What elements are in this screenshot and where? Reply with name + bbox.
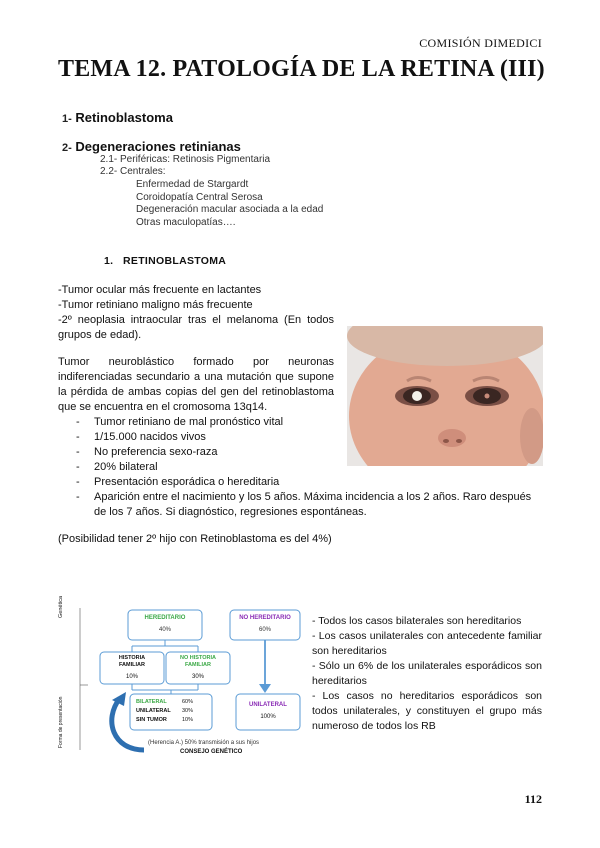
child-photo [347, 326, 543, 466]
toc-item-1-num: 1- [62, 113, 72, 125]
box-no-hereditario-pct: 60% [258, 627, 271, 633]
box-historia-pct: 10% [125, 674, 138, 680]
intro-line-long: -2º neoplasia intraocular tras el melanoma (En todos grupos de edad). [58, 314, 334, 341]
box-no-historia-label: NO HISTORIA FAMILIAR [180, 655, 216, 668]
note-item: - Sólo un 6% de los unilaterales esporádicos son hereditarios [312, 660, 542, 687]
note-item: - Los casos unilaterales con antecedente familiar son hereditarios [312, 630, 542, 657]
toc-item-2 [62, 139, 241, 154]
toc-central-item: Coroidopatía Central Serosa [136, 191, 263, 203]
box-historia-label: HISTORIA FAMILIAR [118, 655, 146, 668]
box-no-historia-pct: 30% [191, 674, 204, 680]
note-item: - Los casos no hereditarios esporádicos son todos unilaterales, y constituyen el grupo más numeroso de todos los RB [312, 690, 542, 732]
box-hereditario-label: HEREDITARIO [144, 615, 186, 621]
side-label-forma: Forma de presentación [58, 696, 64, 748]
toc-central-item: Otras maculopatías…. [136, 216, 236, 228]
box-unilateral-label: UNILATERAL [249, 702, 287, 708]
herencia-text: (Herencia A.) 50% transmisión a sus hijos [148, 740, 260, 746]
unilateral-sub-pct: 30% [182, 708, 194, 714]
bilateral-label: BILATERAL [136, 699, 167, 705]
intro-block [58, 283, 334, 313]
list-item: - 20% bilateral [58, 460, 544, 475]
list-item: - Presentación esporádica o hereditaria [58, 475, 544, 490]
side-label-genetica: Genética [58, 595, 64, 618]
description-paragraph: Tumor neuroblástico formado por neuronas indiferenciadas secundario a una mutación que supone la pérdida de ambas copias del gen del retinoblastoma que se encuentra en el cromosoma 13q14. [58, 356, 334, 413]
sin-tumor-pct: 10% [182, 717, 194, 723]
toc-item-1 [62, 110, 173, 125]
note-item: - Todos los casos bilaterales son hereditarios [312, 615, 522, 627]
list-item: - No preferencia sexo-raza [58, 445, 544, 460]
unilateral-sub-label: UNILATERAL [136, 708, 171, 714]
toc-central-item: Degeneración macular asociada a la edad [136, 204, 324, 215]
intro-line: -Tumor ocular más frecuente en lactantes [58, 284, 262, 296]
list-item: - 1/15.000 nacidos vivos [58, 430, 544, 445]
section-number: 1. [104, 255, 114, 267]
page-number: 112 [524, 792, 542, 806]
possibility-note: (Posibilidad tener 2º hijo con Retinoblastoma es del 4%) [58, 533, 332, 545]
header-commission: COMISIÓN DIMEDICI [419, 36, 542, 50]
toc-item-2-num: 2- [62, 142, 72, 154]
section-title: RETINOBLASTOMA [123, 255, 227, 267]
section-heading [104, 255, 226, 267]
list-item: - Tumor retiniano de mal pronóstico vital [58, 415, 544, 430]
toc-sub-2: 2.2- Centrales: [100, 166, 166, 177]
bilateral-pct: 60% [182, 699, 194, 705]
toc-item-1-label: Retinoblastoma [75, 110, 173, 125]
toc-central-item: Enfermedad de Stargardt [136, 179, 249, 190]
box-no-hereditario-label: NO HEREDITARIO [239, 615, 291, 621]
box-hereditario-pct: 40% [158, 627, 171, 633]
box-unilateral-pct: 100% [260, 714, 276, 720]
toc-central-list [136, 179, 323, 229]
page-title: TEMA 12. PATOLOGÍA DE LA RETINA (III) [58, 56, 545, 82]
sin-tumor-label: SIN TUMOR [136, 717, 167, 723]
toc-item-2-label: Degeneraciones retinianas [75, 139, 241, 154]
genetics-diagram [58, 595, 304, 760]
intro-line: -Tumor retiniano maligno más frecuente [58, 299, 253, 311]
list-item: - Aparición entre el nacimiento y los 5 años. Máxima incidencia a los 2 años. Raro después de los 7 años. Si diagnóstico, regresiones espontáneas. [58, 490, 544, 520]
diagram-notes [312, 614, 542, 734]
toc-sub-1: 2.1- Periféricas: Retinosis Pigmentaria [100, 154, 271, 165]
consejo-genetico-text: CONSEJO GENÉTICO [180, 749, 243, 755]
